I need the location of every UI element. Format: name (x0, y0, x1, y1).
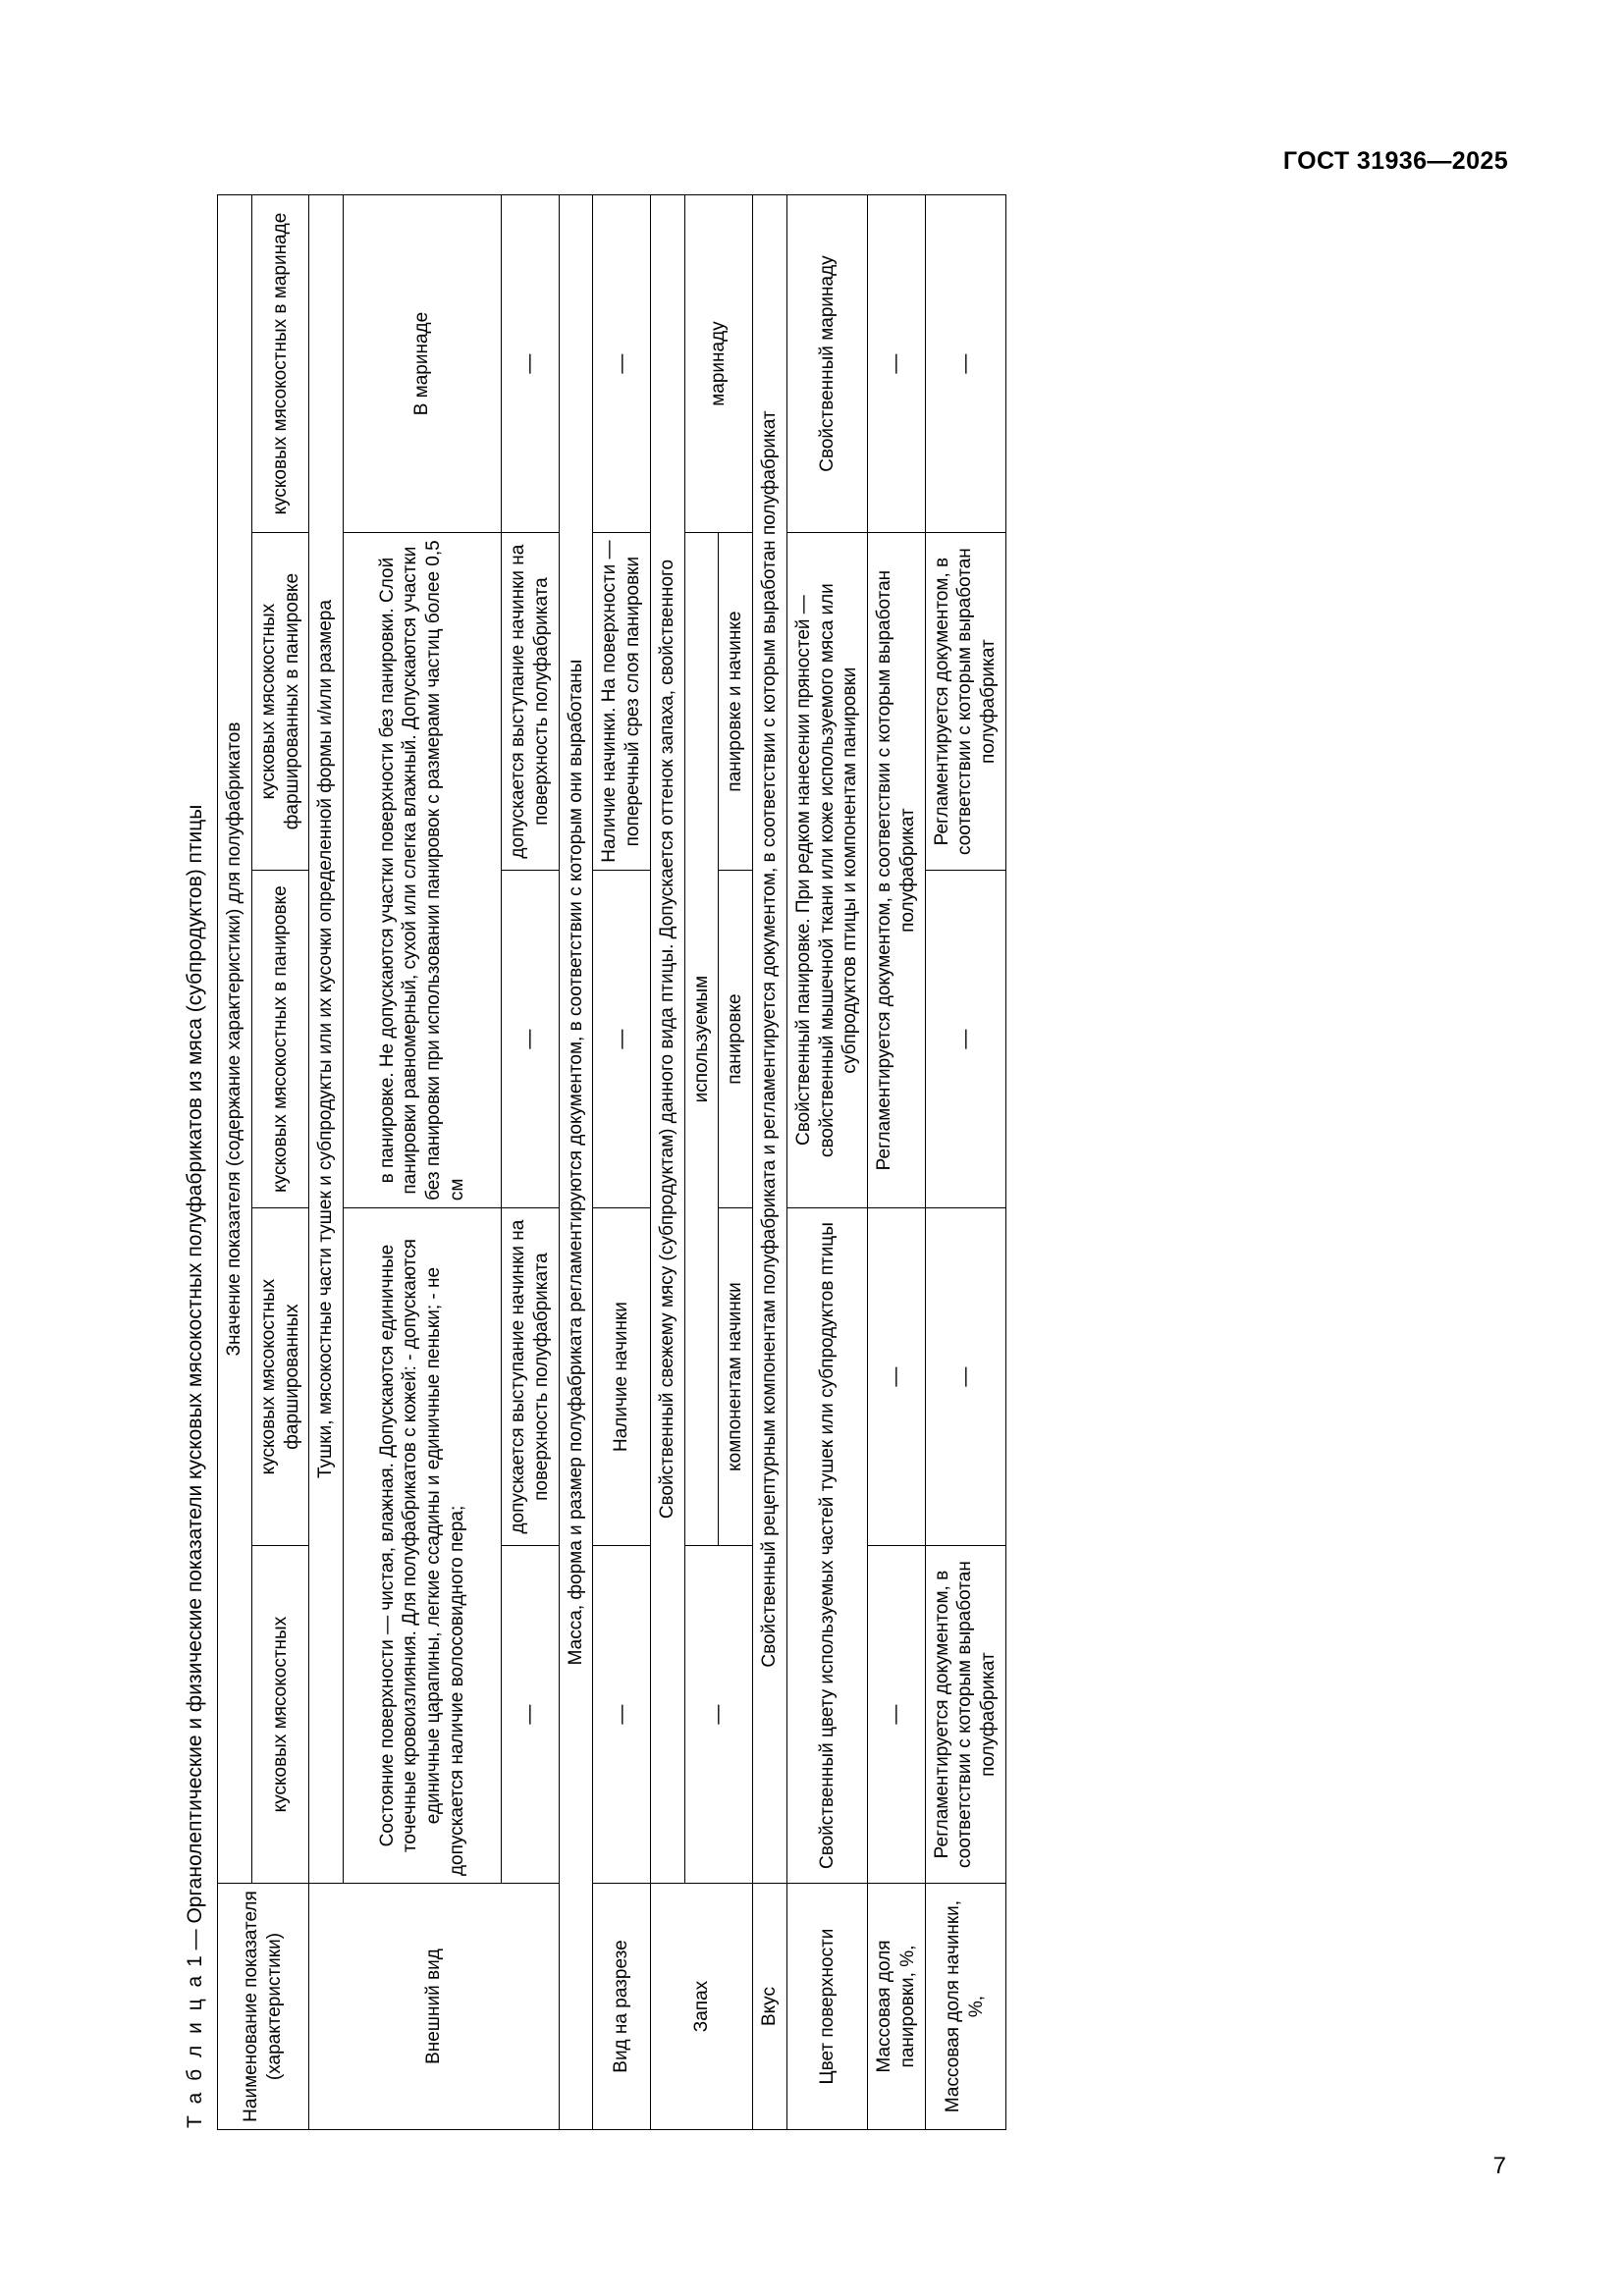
table-caption (184, 167, 207, 2128)
filling-col-5: — (925, 194, 1005, 532)
cut-view-col-3: — (593, 870, 651, 1207)
header-indicator-name: Наименование показателя (характеристики) (218, 1883, 309, 2129)
appearance-sub-col-4: допускается выступание начинки на поверхность полуфабриката (502, 532, 560, 870)
table-row (344, 194, 502, 2129)
cut-view-col-5: — (593, 194, 651, 532)
filling-col-2: — (925, 1207, 1005, 1545)
filling-col-3: — (925, 870, 1005, 1207)
cut-view-col-2: Наличие начинки (593, 1207, 651, 1545)
appearance-sub-col-3: — (502, 870, 560, 1207)
breading-col-2: — (868, 1207, 926, 1545)
table-row (753, 194, 787, 2129)
appearance-cell-plain: Состояние поверхности — чистая, влажная. Допускаются единичные точечные кровоизлияния. Для полуфабрикатов с кожей: - допускаются единичные царапины, легкие ссадины и единичные пеньки; - не допускается наличие волосовидного пера; (344, 1207, 502, 1883)
header-group-value: Значение показателя (содержание характеристики) для полуфабрикатов (218, 194, 252, 1883)
row-label-surface-color: Цвет поверхности (786, 1883, 867, 2129)
table-row (650, 194, 684, 2129)
smell-col-5: маринаду (684, 194, 753, 532)
appearance-span-note: Тушки, мясокостные части тушек и субпродукты или их кусочки определенной формы и/или размера (309, 194, 344, 1883)
header-col-5: кусковых мясокостных в маринаде (251, 194, 309, 532)
row-label-breading-mass-fraction: Массовая доля панировки, %, (868, 1883, 926, 2129)
table-caption-prefix: Т а б л и ц а (184, 1972, 206, 2128)
table-caption-text: Органолептические и физические показатели кусковых мясокостных полуфабрикатов из мяса (субпродуктов) птицы (184, 804, 206, 1924)
cut-view-col-4: Наличие начинки. На поверхности — поперечный срез слоя панировки (593, 532, 651, 870)
appearance-sub-col-1: — (502, 1545, 560, 1883)
table-row (925, 194, 1005, 2129)
header-col-3: кусковых мясокостных в панировке (251, 870, 309, 1207)
table-header-row-columns (251, 194, 309, 2129)
page-number: 7 (1492, 2153, 1506, 2179)
breading-col-1: — (868, 1545, 926, 1883)
surface-color-plain: Свойственный цвету используемых частей тушек или субпродуктов птицы (786, 1207, 867, 1883)
appearance-cell-marinated: В маринаде (344, 194, 502, 532)
table-row (786, 194, 867, 2129)
table-caption-number: 1 (184, 1954, 206, 1967)
row-label-appearance: Внешний вид (309, 1883, 559, 2129)
filling-col-4: Регламентируется документом, в соответствии с которым выработан полуфабрикат (925, 532, 1005, 870)
row-label-taste: Вкус (753, 1883, 787, 2129)
breading-col-5: — (868, 194, 926, 532)
table-row (559, 194, 593, 2129)
smell-col-2: компонентам начинки (719, 1207, 753, 1545)
smell-span-note: Свойственный свежему мясу (субпродуктам) данного вида птицы. Допускается оттенок запаха, свойственного (650, 194, 684, 1883)
row-label-filling-mass-fraction: Массовая доля начинки, %, (925, 1883, 1005, 2129)
table-row (309, 194, 344, 2129)
smell-col-1: — (684, 1545, 753, 1883)
table-row (593, 194, 651, 2129)
appearance-sub-col-5: — (502, 194, 560, 532)
surface-color-marinated: Свойственный маринаду (786, 194, 867, 532)
filling-col-1: Регламентируется документом, в соответствии с которым выработан полуфабрикат (925, 1545, 1005, 1883)
mass-form-size-note: Масса, форма и размер полуфабриката регламентируются документом, в соответствии с которым они выработаны (559, 194, 593, 2129)
taste-span-note: Свойственный рецептурным компонентам полуфабриката и регламентируется документом, в соответствии с которым выработан полуфабрикат (753, 194, 787, 1883)
characteristics-table (217, 194, 1006, 2130)
smell-col-3: панировке (719, 870, 753, 1207)
header-col-1: кусковых мясокостных (251, 1545, 309, 1883)
table-row (868, 194, 926, 2129)
standard-reference: ГОСТ 31936—2025 (1282, 147, 1508, 175)
appearance-sub-col-2: допускается выступание начинки на поверхность полуфабриката (502, 1207, 560, 1545)
breading-col-3-4: Регламентируется документом, в соответствии с которым выработан полуфабрикат (868, 532, 926, 1207)
smell-col-4: панировке и начинке (719, 532, 753, 870)
row-label-cut-view: Вид на разрезе (593, 1883, 651, 2129)
row-label-smell: Запах (650, 1883, 752, 2129)
table-row (502, 194, 560, 2129)
appearance-cell-breaded: в панировке. Не допускаются участки поверхности без панировки. Слой панировки равномерный, сухой или слегка влажный. Допускаются участки без панировки при использовании панировок с размерами частиц более 0,5 см (344, 532, 502, 1207)
table-header-row-group (218, 194, 252, 2129)
header-col-4: кусковых мясокостных фаршированных в панировке (251, 532, 309, 870)
surface-color-breaded: Свойственный панировке. При редком нанесении пряностей — свойственный мышечной ткани или коже используемого мяса или субпродуктов птицы и компонентам панировки (786, 532, 867, 1207)
smell-mid-span: используемым (684, 532, 719, 1545)
table-caption-dash: — (184, 1928, 206, 1949)
cut-view-col-1: — (593, 1545, 651, 1883)
table-row (684, 194, 719, 2129)
header-col-2: кусковых мясокостных фаршированных (251, 1207, 309, 1545)
